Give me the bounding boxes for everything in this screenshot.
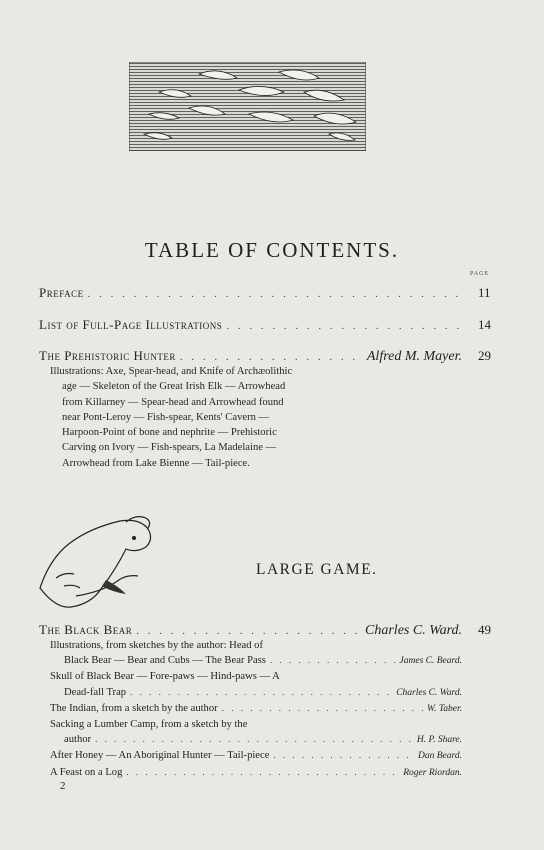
illustration-text: author	[64, 734, 92, 746]
leader-dots	[226, 320, 460, 332]
illustration-text: A Feast on a Log	[50, 766, 123, 778]
illustration-text: The Indian, from a sketch by the author	[50, 702, 218, 714]
illustration-line: Carving on Ivory — Fish-spears, La Madelaine —	[62, 442, 277, 454]
leader-dots	[270, 653, 396, 668]
toc-entry-prehistoric-hunter[interactable]	[39, 348, 464, 365]
illustration-text: Black Bear — Bear and Cubs — The Bear Pass	[64, 655, 266, 667]
toc-title: TABLE OF CONTENTS.	[144, 238, 400, 262]
illustration-text: After Honey — An Aboriginal Hunter — Tail-piece	[50, 750, 270, 762]
entry-title: List of Full-Page Illustrations	[39, 317, 223, 332]
leader-dots	[126, 765, 399, 780]
illustration-line	[50, 765, 462, 781]
entry-title: The Black Bear	[39, 622, 133, 637]
illustration-line: from Killarney — Spear-head and Arrowhead found	[62, 396, 284, 408]
cranes-vignette	[129, 62, 366, 156]
leader-dots	[180, 351, 363, 363]
illustration-line: Arrowhead from Lake Bienne — Tail-piece.	[62, 457, 250, 469]
illustration-line	[50, 669, 462, 684]
illustration-line: near Pont-Leroy — Fish-spear, Kents' Cavern —	[62, 411, 270, 423]
illustration-line	[50, 701, 462, 717]
illustrator: W. Taber.	[427, 703, 462, 714]
entry-page: 49	[478, 622, 491, 637]
animal-head-sketch	[36, 508, 166, 613]
entry-author: Charles C. Ward.	[365, 623, 462, 638]
illustration-line: age — Skeleton of the Great Irish Elk — Arrowhead	[62, 381, 286, 393]
leader-dots	[130, 685, 392, 700]
entry-title: The Prehistoric Hunter	[39, 348, 176, 363]
illustration-line: Illustrations: Axe, Spear-head, and Knife of Archæolithic	[50, 366, 293, 377]
entry-author: Alfred M. Mayer.	[366, 349, 462, 364]
section-title: LARGE GAME.	[256, 561, 378, 578]
leader-dots	[88, 288, 460, 300]
illustration-text: Dead-fall Trap	[64, 686, 127, 698]
page-number: 2	[60, 780, 66, 792]
illustrator: H. P. Share.	[416, 735, 462, 746]
entry-title: Preface	[39, 285, 84, 300]
leader-dots	[95, 732, 413, 747]
illustration-line: Harpoon-Point of bone and nephrite — Prehistoric	[62, 427, 277, 439]
entry-page: 14	[478, 317, 491, 332]
illustration-line	[50, 638, 462, 653]
illustration-line	[50, 717, 462, 732]
illustration-text: Skull of Black Bear — Fore-paws — Hind-paws — A	[50, 671, 280, 683]
illustration-line	[50, 732, 462, 748]
leader-dots	[222, 701, 423, 716]
entry-page: 29	[478, 348, 491, 363]
illustrator: Roger Riordan.	[403, 767, 462, 778]
illustration-line	[50, 748, 462, 764]
illustrator: Charles C. Ward.	[396, 687, 462, 698]
leader-dots	[136, 625, 361, 637]
illustration-line	[50, 653, 462, 669]
toc-entry-preface[interactable]	[39, 285, 464, 301]
toc-entry-black-bear[interactable]	[39, 622, 464, 639]
illustration-line	[50, 685, 462, 701]
entry-page: 11	[478, 285, 491, 300]
leader-dots	[273, 748, 414, 763]
illustration-text: Sacking a Lumber Camp, from a sketch by the	[50, 719, 248, 731]
bear-illustrations	[50, 638, 462, 781]
toc-entry-illustrations-list[interactable]	[39, 317, 464, 333]
illustration-text: Illustrations, from sketches by the author: Head of	[50, 640, 263, 651]
illustrator: Dan Beard.	[418, 751, 462, 762]
page-column-header: PAGE	[470, 271, 490, 277]
illustrator: James C. Beard.	[399, 656, 462, 667]
prehistoric-illustrations	[50, 364, 352, 471]
